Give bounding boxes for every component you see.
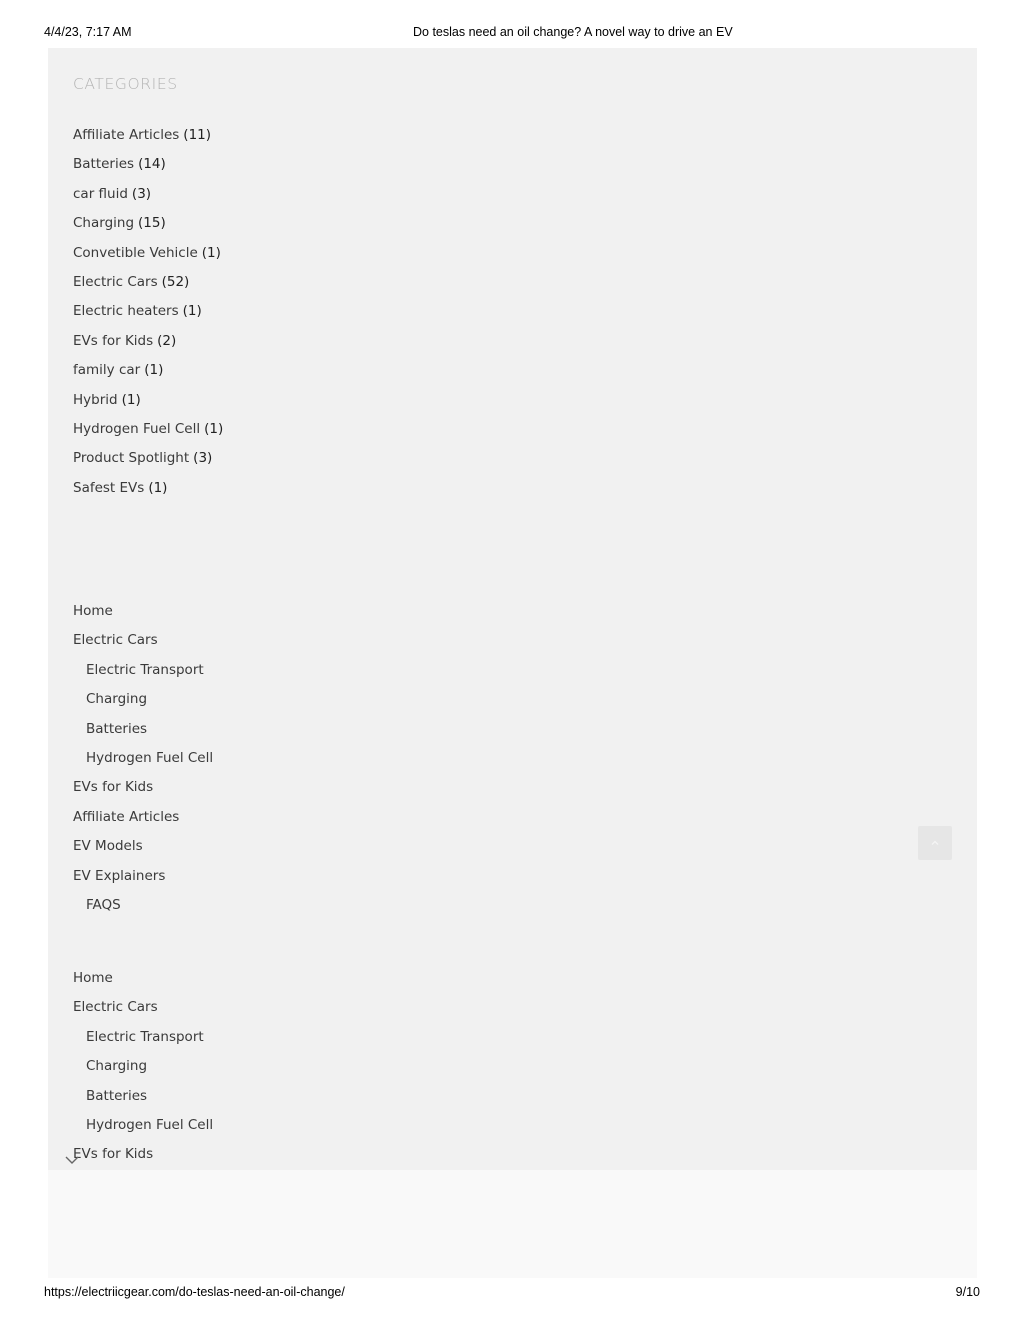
menu-item-ev-models[interactable]: EV Models xyxy=(73,838,143,855)
category-item[interactable] xyxy=(73,244,223,273)
category-count: (1) xyxy=(148,479,168,496)
category-link[interactable]: Product Spotlight xyxy=(73,450,190,467)
submenu-item-charging[interactable]: Charging xyxy=(86,691,148,708)
menu-item-evs-for-kids[interactable]: EVs for Kids xyxy=(73,1146,154,1163)
category-item[interactable] xyxy=(73,479,223,508)
category-link[interactable]: Batteries xyxy=(73,156,135,173)
category-count: (3) xyxy=(193,450,213,467)
category-count: (1) xyxy=(144,362,164,379)
categories-list xyxy=(73,126,223,508)
category-link[interactable]: Electric heaters xyxy=(73,303,179,320)
print-page-number: 9/10 xyxy=(955,1285,980,1299)
print-page-title: Do teslas need an oil change? A novel way to drive an EV xyxy=(413,25,733,39)
menu-item-electric-cars[interactable]: Electric Cars xyxy=(73,999,158,1016)
submenu-item-faqs[interactable]: FAQS xyxy=(86,896,121,913)
menu-item-affiliate-articles[interactable]: Affiliate Articles xyxy=(73,808,180,825)
category-link[interactable]: EVs for Kids xyxy=(73,332,154,349)
category-link[interactable]: Electric Cars xyxy=(73,273,158,290)
category-count: (11) xyxy=(183,127,212,143)
category-item[interactable] xyxy=(73,214,223,243)
category-item[interactable] xyxy=(73,126,223,155)
submenu-item-charging[interactable]: Charging xyxy=(86,1058,148,1075)
category-link[interactable]: family car xyxy=(73,362,141,379)
print-header xyxy=(0,25,1024,41)
category-link[interactable]: Affiliate Articles xyxy=(73,127,180,143)
print-url: https://electriicgear.com/do-teslas-need-an-oil-change/ xyxy=(44,1285,345,1299)
print-footer xyxy=(0,1285,1024,1301)
print-timestamp: 4/4/23, 7:17 AM xyxy=(44,25,132,39)
submenu-item-hydrogen-fuel-cell[interactable]: Hydrogen Fuel Cell xyxy=(86,749,214,766)
chevron-up-icon xyxy=(930,838,940,848)
menu-item-electric-cars[interactable]: Electric Cars xyxy=(73,632,158,649)
category-count: (2) xyxy=(157,332,177,349)
submenu-item-batteries[interactable]: Batteries xyxy=(86,1087,148,1104)
chevron-down-icon[interactable] xyxy=(65,1155,79,1165)
category-item[interactable] xyxy=(73,332,223,361)
category-count: (3) xyxy=(131,185,152,202)
category-item[interactable] xyxy=(73,361,223,390)
primary-menu xyxy=(73,602,213,925)
category-count: (14) xyxy=(138,156,166,173)
category-count: (1) xyxy=(201,244,221,261)
category-count: (1) xyxy=(121,391,141,408)
page-content xyxy=(48,48,977,1278)
submenu-item-electric-transport[interactable]: Electric Transport xyxy=(86,1028,204,1045)
category-item[interactable] xyxy=(73,155,223,184)
mobile-menu xyxy=(73,969,213,1175)
category-link[interactable]: Charging xyxy=(73,215,135,232)
category-count: (1) xyxy=(182,303,202,320)
category-count: (52) xyxy=(161,273,190,290)
category-link[interactable]: Hybrid xyxy=(73,391,118,408)
menu-item-ev-explainers[interactable]: EV Explainers xyxy=(73,867,166,884)
submenu-item-batteries[interactable]: Batteries xyxy=(86,720,148,737)
category-item[interactable] xyxy=(73,273,223,302)
submenu-item-hydrogen-fuel-cell[interactable]: Hydrogen Fuel Cell xyxy=(86,1116,214,1133)
category-link[interactable]: car fluid xyxy=(73,185,128,202)
category-item[interactable] xyxy=(73,420,223,449)
menu-item-evs-for-kids[interactable]: EVs for Kids xyxy=(73,779,154,796)
category-link[interactable]: Safest EVs xyxy=(73,479,145,496)
categories-heading: CATEGORIES xyxy=(73,75,178,93)
category-count: (15) xyxy=(138,215,166,232)
category-item[interactable] xyxy=(73,391,223,420)
menu-item-home[interactable]: Home xyxy=(73,603,113,619)
category-link[interactable]: Convetible Vehicle xyxy=(73,244,198,261)
category-link[interactable]: Hydrogen Fuel Cell xyxy=(73,420,201,437)
site-footer xyxy=(48,1170,977,1278)
category-item[interactable] xyxy=(73,449,223,478)
scroll-to-top-button[interactable] xyxy=(918,826,952,860)
category-count: (1) xyxy=(204,420,224,437)
category-item[interactable] xyxy=(73,185,223,214)
category-item[interactable] xyxy=(73,302,223,331)
submenu-item-electric-transport[interactable]: Electric Transport xyxy=(86,661,204,678)
menu-item-home[interactable]: Home xyxy=(73,970,113,986)
